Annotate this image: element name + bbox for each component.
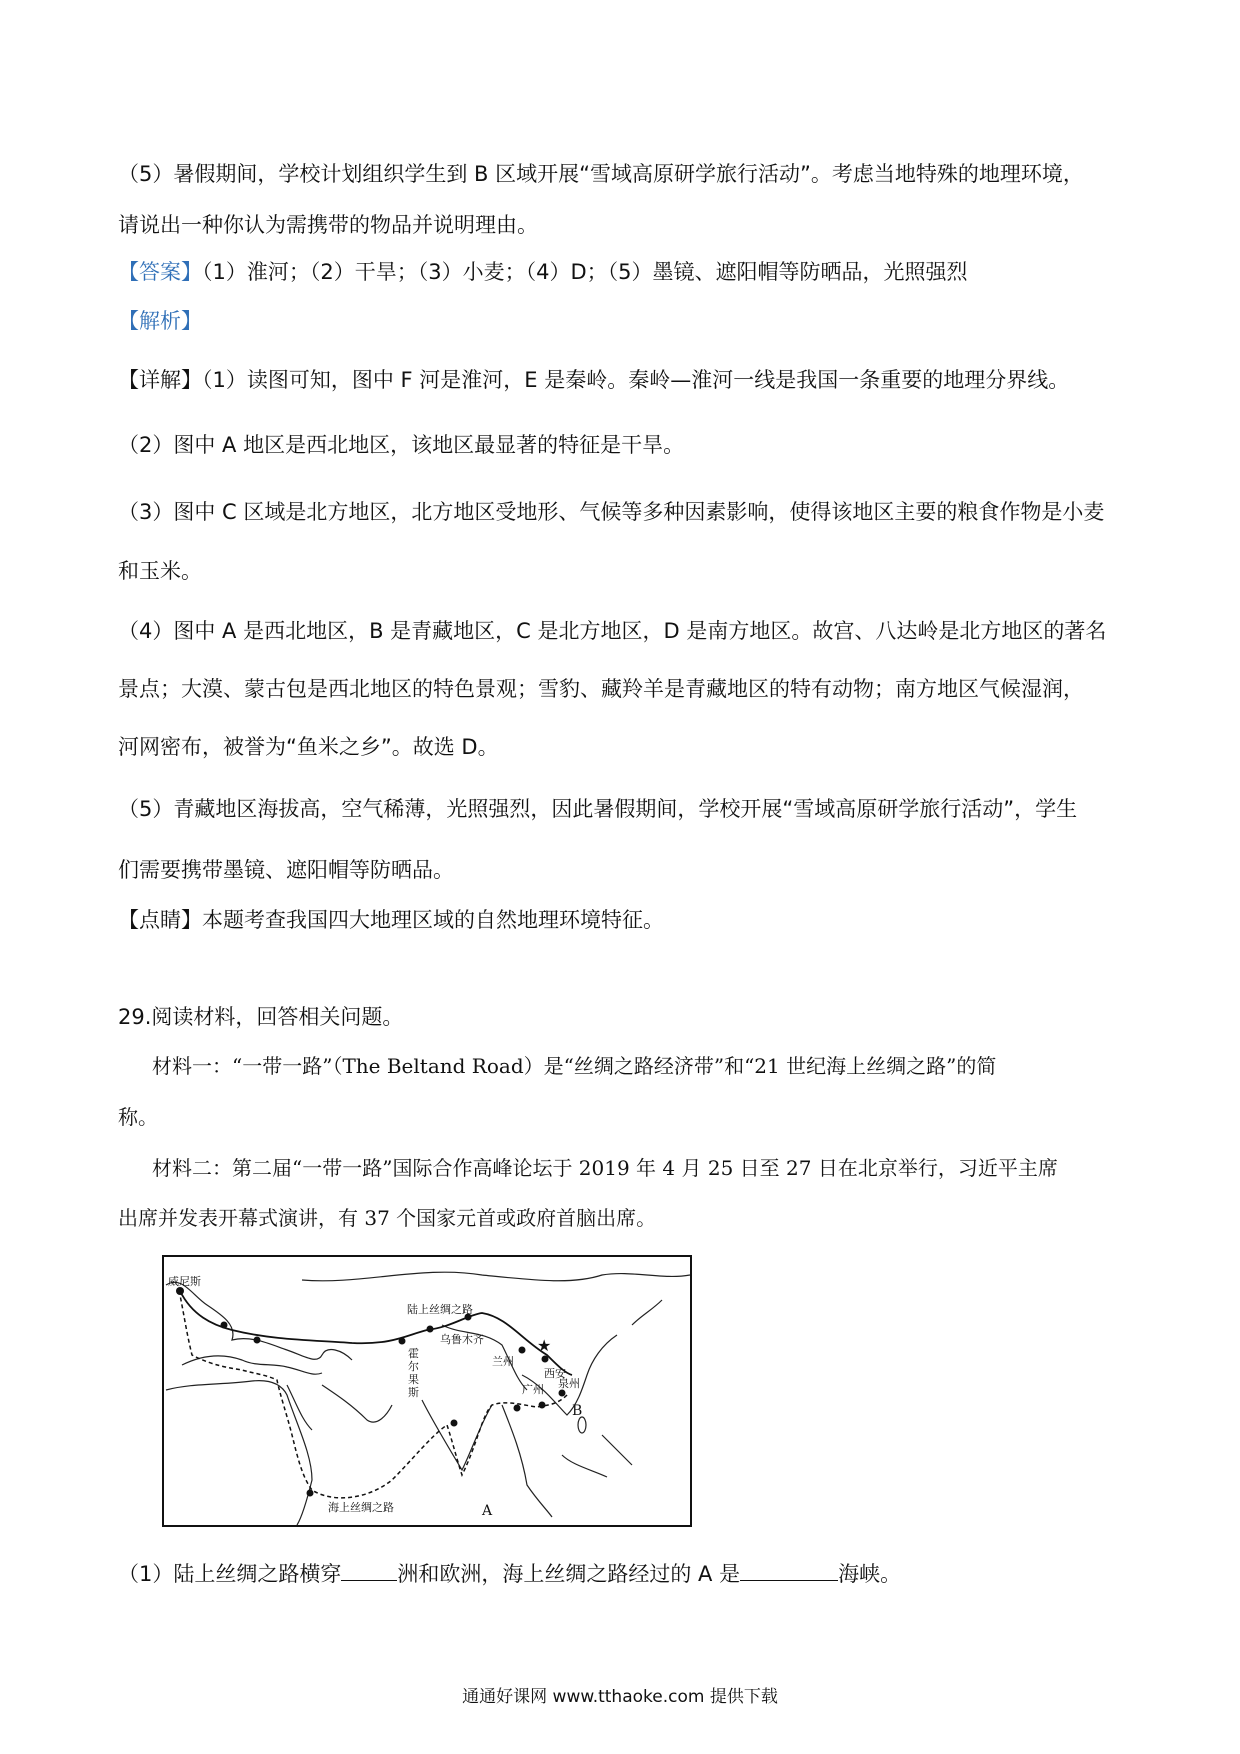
city-dot-urumqi	[427, 1326, 434, 1333]
question1-part2: 洲和欧洲，海上丝绸之路经过的 A 是	[397, 1562, 741, 1586]
answer-blank-1[interactable]	[341, 1560, 397, 1581]
map-border	[163, 1256, 691, 1526]
label-xian: 西安	[544, 1367, 566, 1380]
label-horgos-4: 斯	[408, 1386, 419, 1399]
detail-4-line1: （4）图中 A 是西北地区，B 是青藏地区，C 是北方地区，D 是南方地区。故宫、八达岭是北方地区的著名	[118, 619, 1107, 643]
city-dot-5	[451, 1420, 458, 1427]
label-horgos-1: 霍	[408, 1347, 419, 1360]
detail-4-line2: 景点；大漠、蒙古包是西北地区的特色景观；雪豹、藏羚羊是青藏地区的特有动物；南方地区气候湿润，	[118, 677, 1084, 701]
detail-tag: 【详解】	[118, 368, 202, 392]
silk-road-map	[162, 1255, 692, 1527]
detail-4-line3: 河网密布，被誉为“鱼米之乡”。故选 D。	[118, 735, 499, 759]
label-lanzhou: 兰州	[492, 1355, 514, 1368]
detail-line-1	[118, 366, 1128, 394]
label-guangzhou: 广州	[522, 1383, 544, 1396]
label-a: A	[482, 1503, 493, 1519]
detail-3-line1: （3）图中 C 区域是北方地区，北方地区受地形、气候等多种因素影响，使得该地区主要的粮食作物是小麦	[118, 500, 1105, 524]
comment-text: 本题考查我国四大地理区域的自然地理环境特征。	[202, 908, 664, 932]
detail-2: （2）图中 A 地区是西北地区，该地区最显著的特征是干旱。	[118, 433, 685, 457]
label-urumqi: 乌鲁木齐	[440, 1333, 484, 1346]
question1-part3: 海峡。	[838, 1562, 902, 1586]
material1-line1: 材料一：“一带一路”（The Beltand Road）是“丝绸之路经济带”和“21 世纪海上丝绸之路”的简	[152, 1054, 997, 1078]
detail-5-line2: 们需要携带墨镜、遮阳帽等防晒品。	[118, 858, 454, 882]
answer-blank-2[interactable]	[740, 1560, 838, 1581]
label-b: B	[572, 1403, 583, 1419]
label-horgos-2: 尔	[408, 1360, 419, 1373]
beijing-star: ★	[537, 1336, 552, 1355]
q28-part5-line1: （5）暑假期间，学校计划组织学生到 B 区域开展“雪域高原研学旅行活动”。考虑当地特殊的地理环境，	[118, 162, 1084, 186]
city-dot-4	[514, 1405, 521, 1412]
city-dot-xian	[542, 1356, 549, 1363]
answer-line	[118, 258, 1128, 286]
material1-line2: 称。	[118, 1105, 158, 1129]
label-quanzhou: 泉州	[558, 1377, 580, 1390]
city-dot-quanzhou	[559, 1390, 566, 1397]
label-horgos-3: 果	[408, 1373, 419, 1386]
detail-5-line1: （5）青藏地区海拔高，空气稀薄，光照强烈，因此暑假期间，学校开展“雪域高原研学旅行活动”，学生	[118, 797, 1078, 821]
city-dot-2	[254, 1337, 261, 1344]
q29-question-1	[118, 1560, 1128, 1588]
analysis-tag: 【解析】	[118, 309, 202, 333]
q29-title: 29.阅读材料，回答相关问题。	[118, 1005, 404, 1029]
material2-line2: 出席并发表开幕式演讲，有 37 个国家元首或政府首脑出席。	[118, 1206, 657, 1230]
city-dot-6	[307, 1490, 314, 1497]
material2-line1: 材料二：第二届“一带一路”国际合作高峰论坛于 2019 年 4 月 25 日至 27 日在北京举行，习近平主席	[152, 1156, 1058, 1180]
comment-line	[118, 906, 1128, 934]
city-dot-lanzhou	[519, 1347, 526, 1354]
label-land-route: 陆上丝绸之路	[407, 1303, 473, 1316]
answer-tag: 【答案】	[118, 260, 202, 284]
page-footer: 通通好课网 www.tthaoke.com 提供下载	[462, 1687, 778, 1707]
q28-part5-line2: 请说出一种你认为需携带的物品并说明理由。	[118, 213, 538, 237]
comment-tag: 【点睛】	[118, 908, 202, 932]
label-venice: 威尼斯	[168, 1275, 201, 1288]
city-dot-1	[221, 1322, 228, 1329]
question1-part1: （1）陆上丝绸之路横穿	[118, 1562, 342, 1586]
city-dot-guangzhou	[539, 1402, 546, 1409]
detail-3-line2: 和玉米。	[118, 559, 202, 583]
label-sea-route: 海上丝绸之路	[328, 1501, 394, 1514]
answer-text: （1）淮河；（2）干旱；（3）小麦；（4）D；（5）墨镜、遮阳帽等防晒品，光照强烈	[202, 260, 968, 284]
city-dot-horgos	[399, 1338, 406, 1345]
city-dot-venice	[176, 1287, 184, 1295]
detail-1: （1）读图可知，图中 F 河是淮河，E 是秦岭。秦岭—淮河一线是我国一条重要的地理分界线。	[202, 368, 1070, 392]
